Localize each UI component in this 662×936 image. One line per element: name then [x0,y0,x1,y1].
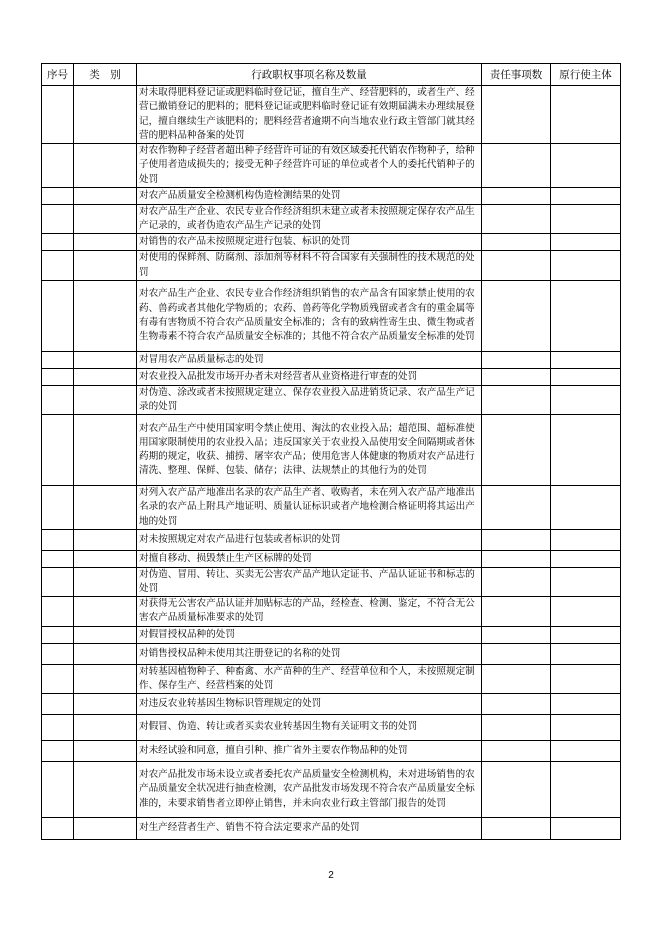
item-name-cell: 对擅自移动、损毁禁止生产区标牌的处罚 [137,550,482,567]
table-row [42,818,621,840]
header-orig-subject: 原行使主体 [551,64,621,86]
orig-subject-cell [551,715,621,741]
orig-subject-cell [551,741,621,762]
resp-count-cell [482,626,551,643]
item-name-cell: 对销售授权品种未使用其注册登记的名称的处罚 [137,643,482,664]
header-resp-count: 责任事项数 [482,64,551,86]
table-row [42,205,621,234]
table-row [42,597,621,626]
table-row [42,280,621,351]
category-cell [74,567,137,596]
orig-subject-cell [551,280,621,351]
item-name-cell: 对农产品生产中使用国家明令禁止使用、淘汰的农业投入品；超范围、超标准使用国家限制使用的农业投入品；违反国家关于农业投入品使用安全间隔期或者休药期的规定，收获、捕捞、屠宰农产品；使用危害人体健康的物质对农产品进行清洗、整理、保鲜、包装、储存；法律、法规禁止的其他行为的处罚 [137,415,482,486]
orig-subject-cell [551,385,621,414]
header-category: 类 别 [74,64,137,86]
authority-table [41,63,621,840]
seq-cell [42,86,74,144]
seq-cell [42,567,74,596]
item-name-cell: 对伪造、冒用、转让、买卖无公害农产品产地认定证书、产品认证证书和标志的处罚 [137,567,482,596]
item-name-cell: 对列入农产品产地准出名录的农产品生产者、收购者，未在列入农产品产地准出名录的农产品上附具产地证明、质量认证标识或者产地检测合格证明将其运出产地的处罚 [137,486,482,530]
resp-count-cell [482,715,551,741]
item-name-cell: 对使用的保鲜剂、防腐剂、添加剂等材料不符合国家有关强制性的技术规范的处罚 [137,251,482,280]
orig-subject-cell [551,486,621,530]
seq-cell [42,643,74,664]
table-row [42,529,621,550]
category-cell [74,762,137,818]
category-cell [74,664,137,693]
resp-count-cell [482,762,551,818]
table-row [42,694,621,715]
resp-count-cell [482,86,551,144]
category-cell [74,144,137,188]
seq-cell [42,385,74,414]
resp-count-cell [482,567,551,596]
item-name-cell: 对冒用农产品质量标志的处罚 [137,351,482,368]
table-row [42,188,621,205]
table-row [42,86,621,144]
header-name: 行政职权事项名称及数量 [137,64,482,86]
seq-cell [42,415,74,486]
seq-cell [42,597,74,626]
item-name-cell: 对农作物种子经营者超出种子经营许可证的有效区域委托代销农作物种子，给种子使用者造成损失的；接受无种子经营许可证的单位或者个人的委托代销种子的处罚 [137,144,482,188]
table-row [42,762,621,818]
table-row [42,567,621,596]
table-row [42,486,621,530]
category-cell [74,486,137,530]
orig-subject-cell [551,368,621,385]
table-row [42,715,621,741]
orig-subject-cell [551,550,621,567]
table-row [42,234,621,251]
category-cell [74,385,137,414]
seq-cell [42,626,74,643]
seq-cell [42,205,74,234]
resp-count-cell [482,188,551,205]
item-name-cell: 对未取得肥料登记证或肥料临时登记证，擅自生产、经营肥料的，或者生产、经营已撤销登记的肥料的；肥料登记证或肥料临时登记证有效期届满未办理续展登记，擅自继续生产该肥料的；肥料经营者逾期不向当地农业行政主管部门就其经营的肥料品种备案的处罚 [137,86,482,144]
table-row [42,385,621,414]
category-cell [74,643,137,664]
seq-cell [42,351,74,368]
item-name-cell: 对农产品生产企业、农民专业合作经济组织未建立或者未按照规定保存农产品生产记录的，或者伪造农产品生产记录的处罚 [137,205,482,234]
category-cell [74,715,137,741]
seq-cell [42,280,74,351]
resp-count-cell [482,741,551,762]
resp-count-cell [482,385,551,414]
orig-subject-cell [551,529,621,550]
item-name-cell: 对未经试验和同意，擅自引种、推广省外主要农作物品种的处罚 [137,741,482,762]
seq-cell [42,529,74,550]
item-name-cell: 对销售的农产品未按照规定进行包装、标识的处罚 [137,234,482,251]
table-row [42,643,621,664]
resp-count-cell [482,351,551,368]
resp-count-cell [482,643,551,664]
category-cell [74,626,137,643]
item-name-cell: 对农产品质量安全检测机构伪造检测结果的处罚 [137,188,482,205]
resp-count-cell [482,368,551,385]
seq-cell [42,715,74,741]
category-cell [74,818,137,840]
table-row [42,251,621,280]
resp-count-cell [482,597,551,626]
category-cell [74,188,137,205]
category-cell [74,550,137,567]
item-name-cell: 对假冒授权品种的处罚 [137,626,482,643]
resp-count-cell [482,251,551,280]
table-row [42,664,621,693]
orig-subject-cell [551,415,621,486]
item-name-cell: 对农产品生产企业、农民专业合作经济组织销售的农产品含有国家禁止使用的农药、兽药或者其他化学物质的；农药、兽药等化学物质残留或者含有的重金属等有毒有害物质不符合农产品质量安全标准的；含有的致病性寄生虫、微生物或者生物毒素不符合农产品质量安全标准的；其他不符合农产品质量安全标准的处罚 [137,280,482,351]
resp-count-cell [482,550,551,567]
item-name-cell: 对农产品批发市场未设立或者委托农产品质量安全检测机构，未对进场销售的农产品质量安全状况进行抽查检测，农产品批发市场发现不符合农产品质量安全标准的，未要求销售者立即停止销售，并未向农业行政主管部门报告的处罚 [137,762,482,818]
orig-subject-cell [551,643,621,664]
table-row [42,741,621,762]
table-row [42,550,621,567]
orig-subject-cell [551,694,621,715]
seq-cell [42,694,74,715]
item-name-cell: 对农业投入品批发市场开办者未对经营者从业资格进行审查的处罚 [137,368,482,385]
category-cell [74,368,137,385]
orig-subject-cell [551,251,621,280]
category-cell [74,251,137,280]
page-number: 2 [328,870,334,881]
seq-cell [42,741,74,762]
seq-cell [42,234,74,251]
resp-count-cell [482,144,551,188]
orig-subject-cell [551,351,621,368]
orig-subject-cell [551,567,621,596]
seq-cell [42,550,74,567]
category-cell [74,234,137,251]
orig-subject-cell [551,144,621,188]
table-row [42,144,621,188]
orig-subject-cell [551,86,621,144]
seq-cell [42,486,74,530]
orig-subject-cell [551,188,621,205]
header-row [42,64,621,86]
resp-count-cell [482,529,551,550]
orig-subject-cell [551,205,621,234]
resp-count-cell [482,486,551,530]
item-name-cell: 对未按照规定对农产品进行包装或者标识的处罚 [137,529,482,550]
category-cell [74,694,137,715]
seq-cell [42,762,74,818]
item-name-cell: 对违反农业转基因生物标识管理规定的处罚 [137,694,482,715]
seq-cell [42,664,74,693]
item-name-cell: 对生产经营者生产、销售不符合法定要求产品的处罚 [137,818,482,840]
category-cell [74,529,137,550]
category-cell [74,205,137,234]
category-cell [74,415,137,486]
item-name-cell: 对转基因植物种子、种畜禽、水产苗种的生产、经营单位和个人，未按照规定制作、保存生产、经营档案的处罚 [137,664,482,693]
category-cell [74,741,137,762]
orig-subject-cell [551,597,621,626]
seq-cell [42,251,74,280]
seq-cell [42,818,74,840]
resp-count-cell [482,280,551,351]
category-cell [74,597,137,626]
seq-cell [42,144,74,188]
table-row [42,415,621,486]
category-cell [74,351,137,368]
orig-subject-cell [551,234,621,251]
resp-count-cell [482,205,551,234]
resp-count-cell [482,694,551,715]
resp-count-cell [482,818,551,840]
item-name-cell: 对伪造、涂改或者未按照规定建立、保存农业投入品进销货记录、农产品生产记录的处罚 [137,385,482,414]
table-row [42,368,621,385]
seq-cell [42,368,74,385]
category-cell [74,86,137,144]
resp-count-cell [482,415,551,486]
orig-subject-cell [551,664,621,693]
orig-subject-cell [551,762,621,818]
item-name-cell: 对假冒、伪造、转让或者买卖农业转基因生物有关证明文书的处罚 [137,715,482,741]
category-cell [74,280,137,351]
orig-subject-cell [551,818,621,840]
resp-count-cell [482,664,551,693]
header-seq: 序号 [42,64,74,86]
item-name-cell: 对获得无公害农产品认证并加贴标志的产品，经检查、检测、鉴定，不符合无公害农产品质量标准要求的处罚 [137,597,482,626]
table-row [42,351,621,368]
resp-count-cell [482,234,551,251]
seq-cell [42,188,74,205]
orig-subject-cell [551,626,621,643]
table-row [42,626,621,643]
